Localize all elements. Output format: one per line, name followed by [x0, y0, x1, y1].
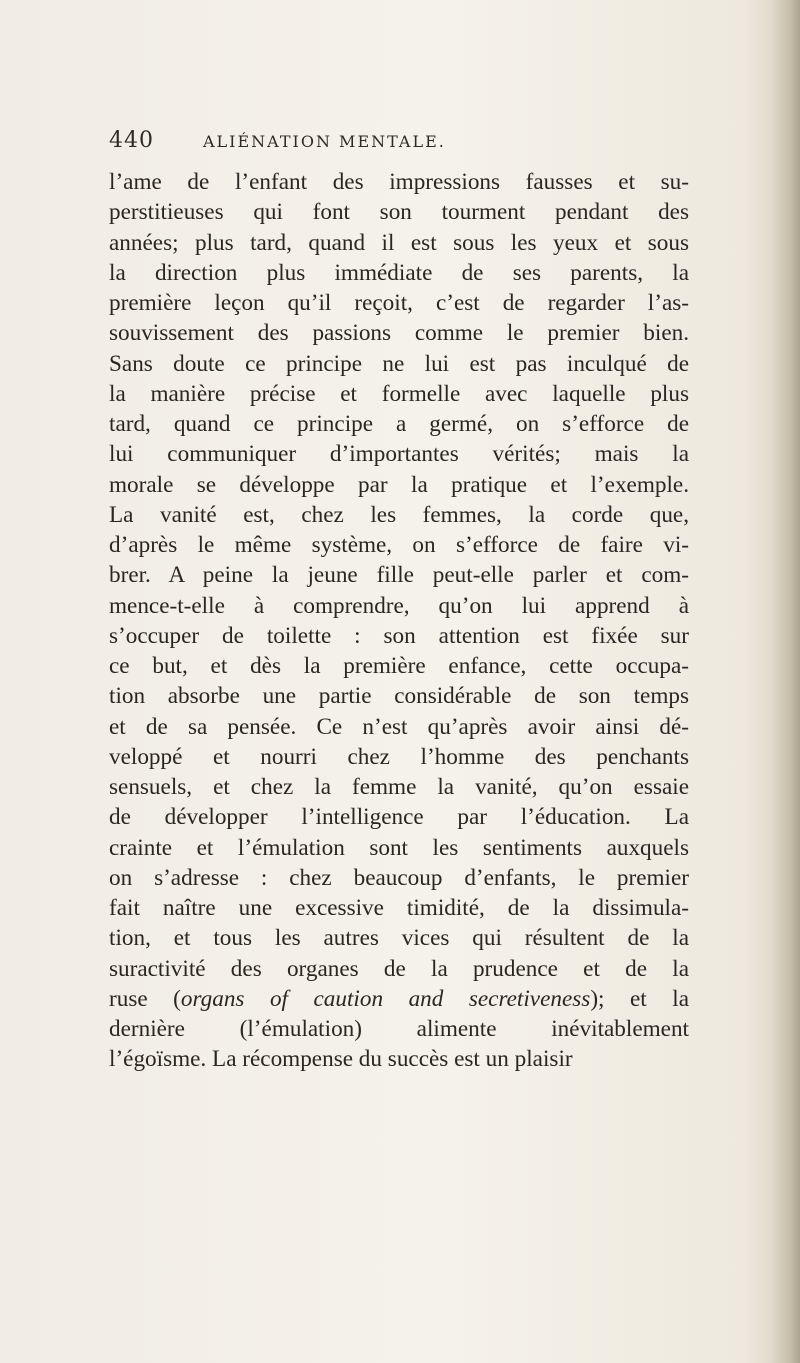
text-line: l’ame de l’enfant des impressions fausses et su-	[109, 169, 689, 195]
text-line: on s’adresse : chez beaucoup d’enfants, le premier	[109, 864, 689, 891]
text-line: première leçon qu’il reçoit, c’est de regarder l’as-	[109, 290, 689, 316]
text-line: s’occuper de toilette : son attention est fixée sur	[109, 622, 689, 649]
line-text-before: ruse (	[109, 985, 181, 1012]
line-text-after: ); et la	[590, 985, 689, 1012]
running-head: ALIÉNATION MENTALE.	[203, 132, 446, 151]
text-line: sensuels, et chez la femme la vanité, qu’on essaie	[109, 774, 689, 800]
text-line: tard, quand ce principe a germé, on s’efforce de	[109, 411, 689, 437]
text-line: Sans doute ce principe ne lui est pas inculqué de	[109, 350, 689, 377]
body-text	[109, 167, 689, 1075]
text-line: ce but, et dès la première enfance, cette occupa-	[109, 653, 689, 679]
text-line: morale se développe par la pratique et l’exemple.	[109, 471, 689, 498]
text-line: La vanité est, chez les femmes, la corde que,	[109, 501, 689, 528]
text-line: perstitieuses qui font son tourment pendant des	[109, 199, 689, 226]
text-line: d’après le même système, on s’efforce de faire vi-	[109, 532, 689, 558]
text-line: la direction plus immédiate de ses parents, la	[109, 259, 689, 286]
text-line: et de sa pensée. Ce n’est qu’après avoir ainsi dé-	[109, 713, 689, 740]
italic-english-term: organs of caution and secretiveness	[180, 985, 591, 1012]
text-line: crainte et l’émulation sont les sentiments auxquels	[109, 834, 689, 861]
text-line: de développer l’intelligence par l’éducation. La	[109, 804, 689, 831]
text-line: dernière (l’émulation) alimente inévitablement	[109, 1016, 689, 1042]
text-line: tion, et tous les autres vices qui résultent de la	[109, 925, 689, 952]
page-number: 440	[109, 128, 154, 153]
text-line: fait naître une excessive timidité, de la dissimula-	[109, 895, 689, 921]
text-line: tion absorbe une partie considérable de son temps	[109, 683, 689, 710]
text-line-last: l’égoïsme. La récompense du succès est un plaisir	[109, 1046, 573, 1073]
text-line: années; plus tard, quand il est sous les yeux et sous	[109, 229, 689, 256]
text-line-with-italic	[109, 984, 689, 1014]
text-line: souvissement des passions comme le premier bien.	[109, 320, 689, 347]
text-line: la manière précise et formelle avec laquelle plus	[109, 380, 689, 407]
page-edge-shadow	[770, 0, 800, 1363]
text-line: brer. A peine la jeune fille peut-elle parler et com-	[109, 562, 689, 589]
text-line: veloppé et nourri chez l’homme des penchants	[109, 743, 689, 770]
page-header	[109, 128, 669, 160]
text-line: mence-t-elle à comprendre, qu’on lui apprend à	[109, 592, 689, 619]
text-line: suractivité des organes de la prudence et de la	[109, 955, 689, 982]
text-line: lui communiquer d’importantes vérités; mais la	[109, 441, 689, 468]
